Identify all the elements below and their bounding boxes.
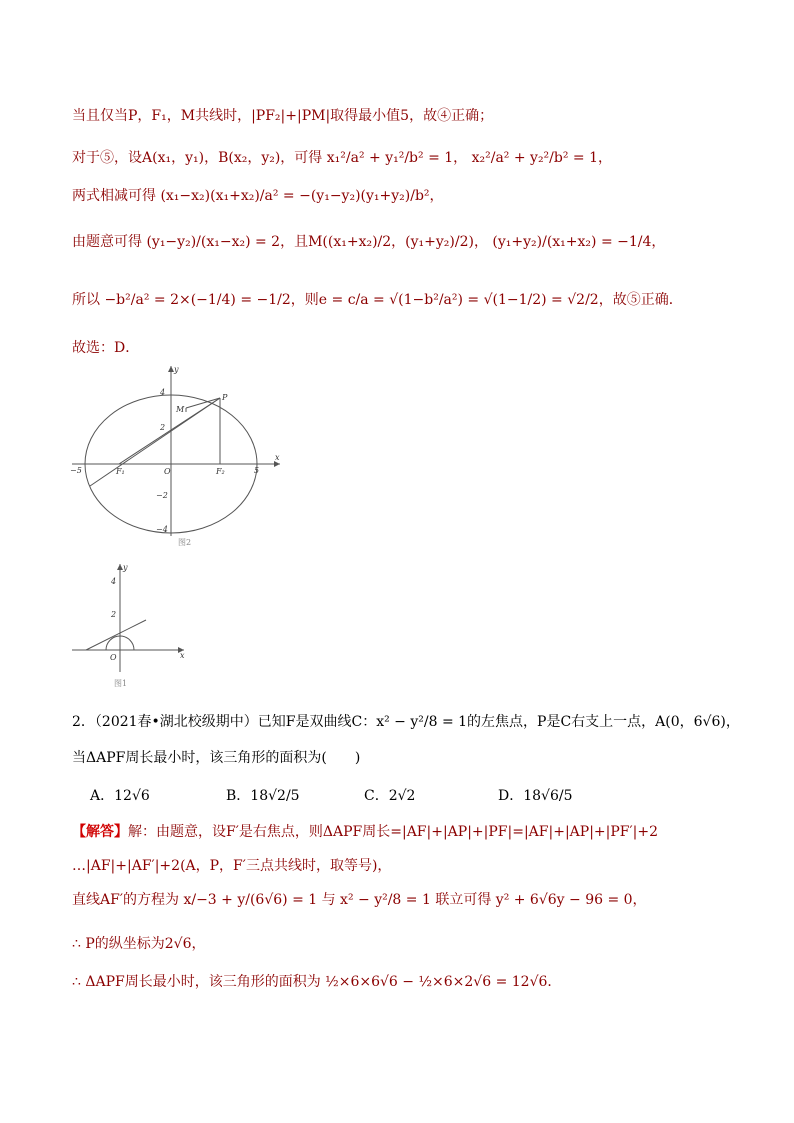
option-value: 2√2 <box>388 788 416 804</box>
tick-x-5: 5 <box>254 466 260 475</box>
tick-y-2: 2 <box>111 610 117 619</box>
tick-x-neg5: −5 <box>70 466 82 475</box>
option-c <box>364 786 415 806</box>
segment-f1-p <box>119 398 220 464</box>
option-value: 18√2/5 <box>250 788 300 804</box>
option-b <box>226 786 300 806</box>
y-label: y <box>174 365 179 374</box>
option-label: B． <box>226 788 251 804</box>
text-segment: ，故⑤正确． <box>598 292 683 308</box>
text-line-subtract: 两式相减可得 (x₁−x₂)(x₁+x₂)/a² = −(y₁−y₂)(y₁+y₂)/b²， <box>72 188 444 204</box>
figure-1 <box>70 560 190 690</box>
text-line-collinear: 当且仅当P，F₁，M共线时，|PF₂|+|PM|取得最小值5，故④正确； <box>72 108 494 124</box>
solution-line-1 <box>72 822 658 842</box>
text-segment: 所以 <box>72 292 100 308</box>
option-value: 12√6 <box>114 788 150 804</box>
solution-line-4: ∴ P的纵坐标为2√6， <box>72 936 206 952</box>
question-2-stem: 2．（2021春•湖北校级期中）已知F是双曲线C：x² − y²/8 = 1的左焦点，P是C右支上一点，A(0，6√6)， <box>72 714 740 730</box>
figure-2-caption: 图2 <box>178 538 192 547</box>
origin-label: O <box>164 467 171 476</box>
solution-line-2: …|AF|+|AF′|+2(A，P，F′三点共线时，取等号)， <box>72 858 392 874</box>
tick-y-2: 2 <box>160 423 166 432</box>
option-d <box>498 786 573 806</box>
option-a <box>90 786 150 806</box>
tick-y-4: 4 <box>111 577 117 586</box>
text-line-eccentricity <box>72 290 683 310</box>
equation-ratio: (y₁+y₂)/(x₁+x₂) = −1/4 <box>492 234 652 250</box>
tick-y-neg2: −2 <box>156 491 168 500</box>
x-label: x <box>180 651 185 660</box>
equation-eccentricity: −b²/a² = 2×(−1/4) = −1/2，则e = c/a = √(1−b²/a²) = √(1−1/2) = √2/2 <box>104 292 599 308</box>
text-segment: 由题意可得 <box>72 234 142 250</box>
text-line-midpoint-setup: 对于⑤，设A(x₁，y₁)，B(x₂，y₂)，可得 x₁²/a² + y₁²/b² = 1， x₂²/a² + y₂²/b² = 1， <box>72 150 612 166</box>
y-label: y <box>123 563 128 572</box>
origin-label: O <box>110 653 117 662</box>
x-label: x <box>275 453 280 462</box>
solution-tag: 【解答】 <box>72 824 128 840</box>
equation-1: x₁²/a² + y₁²/b² = 1 <box>326 150 454 166</box>
question-2-stem-2: 当ΔAPF周长最小时，该三角形的面积为( ) <box>72 750 361 766</box>
solution-line-5: ∴ ΔAPF周长最小时，该三角形的面积为 ½×6×6√6 − ½×6×2√6 = 12√6． <box>72 974 562 990</box>
option-label: D． <box>498 788 524 804</box>
option-value: 18√6/5 <box>523 788 573 804</box>
equation-midpoint: (x₁+x₂)/2，(y₁+y₂)/2) <box>327 234 474 250</box>
solution-text: 解：由题意，设F′是右焦点，则ΔAPF周长=|AF|+|AP|+|PF|=|AF|+|AP|+|PF′|+2 <box>128 824 659 840</box>
text-line-given: 由题意可得 (y₁−y₂)/(x₁−x₂) = 2，且M((x₁+x₂)/2，(y₁+y₂)/2)， (y₁+y₂)/(x₁+x₂) = −1/4， <box>72 234 666 250</box>
point-p: P <box>222 393 228 402</box>
figure-1-caption: 图1 <box>114 679 128 688</box>
tick-y-neg4: −4 <box>156 525 168 534</box>
solution-line-3: 直线AF′的方程为 x/−3 + y/(6√6) = 1 与 x² − y²/8 = 1 联立可得 y² + 6√6y − 96 = 0， <box>72 892 647 908</box>
figure-2-ellipse <box>70 362 290 552</box>
point-f2: F₂ <box>216 467 225 476</box>
option-label: C． <box>364 788 389 804</box>
tick-y-4: 4 <box>160 388 166 397</box>
equation-2: x₂²/a² + y₂²/b² = 1 <box>471 150 598 166</box>
text-segment: ，且M( <box>280 234 328 250</box>
tangent-line <box>86 620 146 650</box>
equation-slope: (y₁−y₂)/(x₁−x₂) = 2 <box>146 234 281 250</box>
equation-subtract: (x₁−x₂)(x₁+x₂)/a² = −(y₁−y₂)(y₁+y₂)/b² <box>160 188 430 204</box>
point-f1: F₁ <box>116 467 125 476</box>
text-segment: 两式相减可得 <box>72 188 156 204</box>
option-label: A． <box>90 788 115 804</box>
answer-line: 故选：D． <box>72 340 140 356</box>
text-segment: 对于⑤，设A(x₁，y₁)，B(x₂，y₂)，可得 <box>72 150 323 166</box>
point-m: M <box>176 405 185 414</box>
